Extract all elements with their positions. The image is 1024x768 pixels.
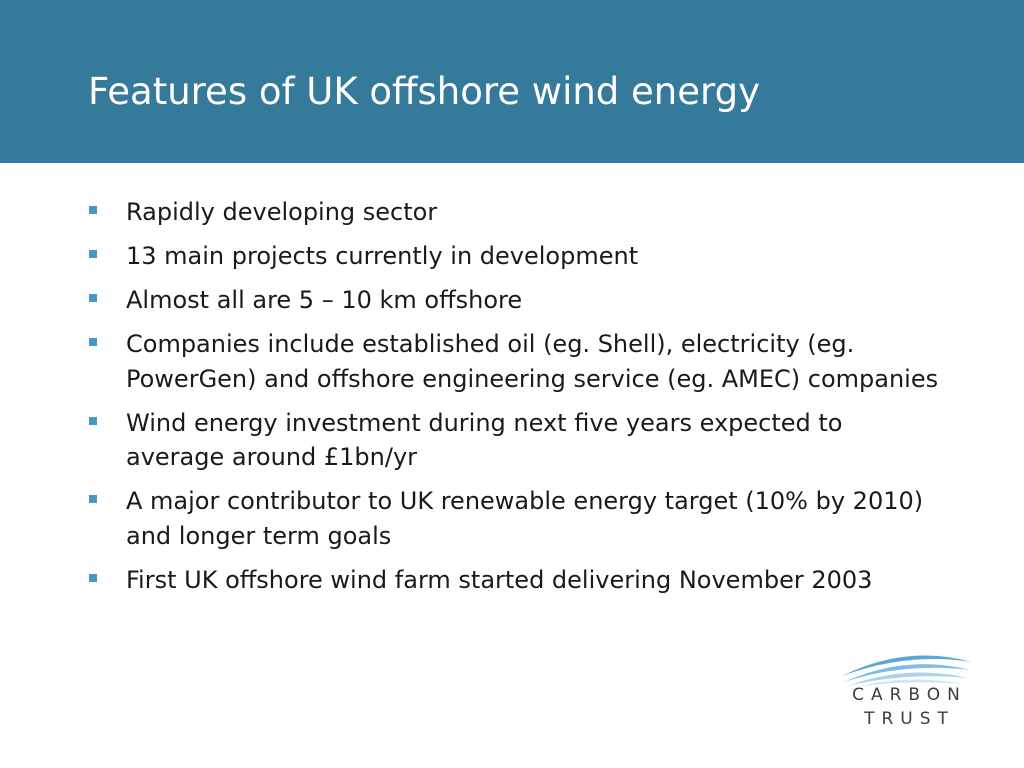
square-bullet-icon (89, 250, 97, 258)
bullet-text: Wind energy investment during next five years expected to average around £1bn/yr (126, 408, 843, 472)
bullet-item (88, 327, 948, 396)
slide-title: Features of UK offshore wind energy (88, 70, 760, 113)
square-bullet-icon (89, 294, 97, 302)
square-bullet-icon (89, 206, 97, 214)
square-bullet-icon (89, 338, 97, 346)
carbon-trust-waves-logo-icon (836, 640, 976, 686)
bullet-item (88, 406, 948, 475)
bullet-text: Companies include established oil (eg. Shell), electricity (eg. PowerGen) and offshore engineering service (eg. AMEC) companies (126, 330, 939, 393)
bullet-text: 13 main projects currently in development (126, 242, 639, 271)
logo-wordmark-trust: TRUST (864, 709, 955, 729)
title-banner (0, 0, 1024, 163)
square-bullet-icon (89, 495, 97, 503)
bullet-item (88, 239, 948, 274)
bullet-item (88, 283, 948, 318)
bullet-item (88, 484, 948, 553)
square-bullet-icon (89, 417, 97, 425)
bullet-list (88, 195, 948, 607)
bullet-text: A major contributor to UK renewable energy target (10% by 2010) and longer term goals (126, 487, 924, 550)
bullet-text: Almost all are 5 – 10 km offshore (126, 286, 523, 315)
carbon-trust-logo (836, 640, 976, 732)
bullet-item (88, 563, 948, 598)
bullet-text: First UK offshore wind farm started delivering November 2003 (126, 566, 873, 595)
bullet-item (88, 195, 948, 230)
bullet-text: Rapidly developing sector (126, 198, 438, 226)
logo-wordmark-carbon: CARBON (852, 685, 967, 705)
square-bullet-icon (89, 574, 97, 582)
